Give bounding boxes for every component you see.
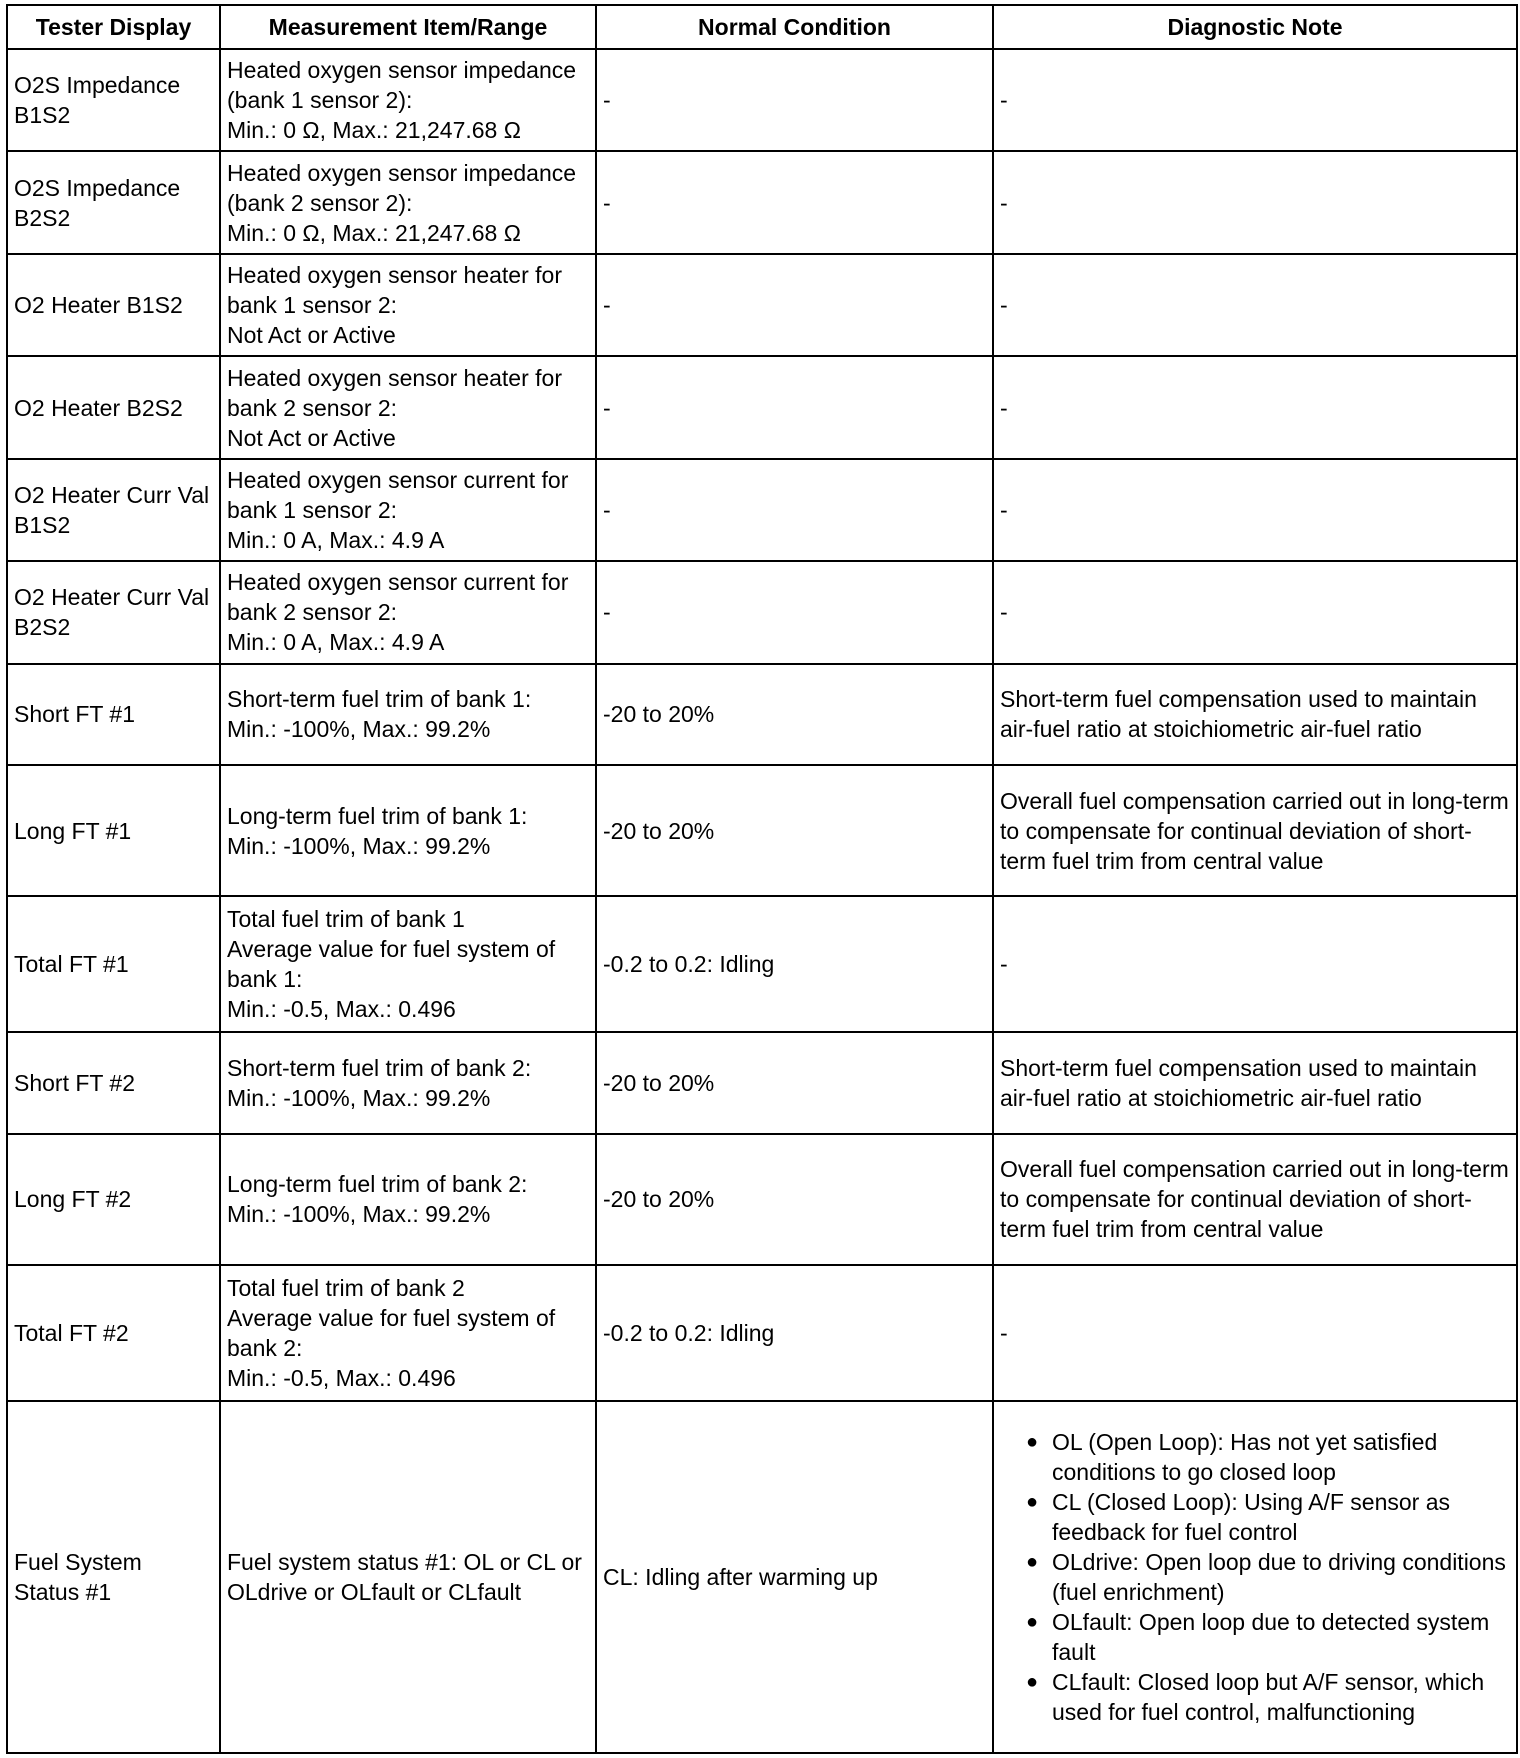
measurement-item-cell: Heated oxygen sensor current for bank 1 sensor 2: Min.: 0 A, Max.: 4.9 A — [220, 459, 596, 561]
measurement-item-cell: Short-term fuel trim of bank 1: Min.: -100%, Max.: 99.2% — [220, 664, 596, 765]
normal-condition-cell: -20 to 20% — [596, 664, 993, 765]
tester-display-cell: Total FT #2 — [7, 1265, 220, 1401]
table-row — [7, 151, 1517, 253]
measurement-item-cell: Total fuel trim of bank 2 Average value for fuel system of bank 2: Min.: -0.5, Max.: 0.496 — [220, 1265, 596, 1401]
table-row — [7, 765, 1517, 896]
table-row — [7, 459, 1517, 561]
table-row — [7, 1134, 1517, 1265]
measurement-item-cell: Heated oxygen sensor heater for bank 2 sensor 2: Not Act or Active — [220, 356, 596, 458]
diagnostic-note-cell — [993, 1401, 1517, 1753]
measurement-item-cell: Total fuel trim of bank 1 Average value for fuel system of bank 1: Min.: -0.5, Max.: 0.496 — [220, 896, 596, 1032]
normal-condition-cell: - — [596, 459, 993, 561]
diagnostic-note-list — [1000, 1427, 1510, 1727]
header-diagnostic-note: Diagnostic Note — [993, 5, 1517, 49]
normal-condition-cell: -20 to 20% — [596, 765, 993, 896]
measurement-item-cell: Long-term fuel trim of bank 2: Min.: -100%, Max.: 99.2% — [220, 1134, 596, 1265]
normal-condition-cell: - — [596, 151, 993, 253]
header-row — [7, 5, 1517, 49]
tester-display-cell: O2 Heater Curr Val B1S2 — [7, 459, 220, 561]
diagnostic-note-cell: - — [993, 896, 1517, 1032]
header-measurement-item: Measurement Item/Range — [220, 5, 596, 49]
diagnostic-note-cell: Short-term fuel compensation used to maintain air-fuel ratio at stoichiometric air-fuel ratio — [993, 1032, 1517, 1133]
table-row — [7, 49, 1517, 151]
table-row — [7, 1032, 1517, 1133]
table-row — [7, 254, 1517, 356]
diagnostic-note-cell: Overall fuel compensation carried out in long-term to compensate for continual deviation of short-term fuel trim from central value — [993, 765, 1517, 896]
diagnostic-note-cell: - — [993, 254, 1517, 356]
normal-condition-cell: -20 to 20% — [596, 1134, 993, 1265]
measurement-item-cell: Long-term fuel trim of bank 1: Min.: -100%, Max.: 99.2% — [220, 765, 596, 896]
normal-condition-cell: - — [596, 356, 993, 458]
measurement-item-cell: Fuel system status #1: OL or CL or OLdrive or OLfault or CLfault — [220, 1401, 596, 1753]
table-body — [7, 49, 1517, 1753]
diagnostic-note-cell: - — [993, 459, 1517, 561]
diagnostic-note-bullet: ● CL (Closed Loop): Using A/F sensor as feedback for fuel control — [1026, 1487, 1510, 1547]
diagnostic-note-bullet: ● OLfault: Open loop due to detected system fault — [1026, 1607, 1510, 1667]
tester-display-cell: Short FT #1 — [7, 664, 220, 765]
table-row — [7, 896, 1517, 1032]
tester-display-cell: O2 Heater B1S2 — [7, 254, 220, 356]
measurement-item-cell: Heated oxygen sensor current for bank 2 sensor 2: Min.: 0 A, Max.: 4.9 A — [220, 561, 596, 663]
diagnostic-note-cell: - — [993, 49, 1517, 151]
normal-condition-cell: - — [596, 49, 993, 151]
table-row — [7, 1265, 1517, 1401]
tester-display-cell: O2S Impedance B2S2 — [7, 151, 220, 253]
measurement-item-cell: Heated oxygen sensor impedance (bank 2 sensor 2): Min.: 0 Ω, Max.: 21,247.68 Ω — [220, 151, 596, 253]
tester-display-cell: O2 Heater B2S2 — [7, 356, 220, 458]
diagnostic-note-cell: Overall fuel compensation carried out in long-term to compensate for continual deviation of short-term fuel trim from central value — [993, 1134, 1517, 1265]
diagnostic-note-bullet: ● OL (Open Loop): Has not yet satisfied conditions to go closed loop — [1026, 1427, 1510, 1487]
tester-display-cell: Total FT #1 — [7, 896, 220, 1032]
tester-display-cell: Long FT #1 — [7, 765, 220, 896]
tester-display-cell: O2 Heater Curr Val B2S2 — [7, 561, 220, 663]
diagnostic-note-cell: - — [993, 356, 1517, 458]
tester-display-cell: Fuel System Status #1 — [7, 1401, 220, 1753]
diagnostic-note-cell: - — [993, 561, 1517, 663]
table-row — [7, 356, 1517, 458]
normal-condition-cell: - — [596, 561, 993, 663]
normal-condition-cell: -20 to 20% — [596, 1032, 993, 1133]
normal-condition-cell: - — [596, 254, 993, 356]
diagnostic-note-bullet: ● CLfault: Closed loop but A/F sensor, which used for fuel control, malfunctioning — [1026, 1667, 1510, 1727]
diagnostic-note-cell: - — [993, 151, 1517, 253]
normal-condition-cell: -0.2 to 0.2: Idling — [596, 1265, 993, 1401]
table-row — [7, 664, 1517, 765]
tester-display-cell: Short FT #2 — [7, 1032, 220, 1133]
table-row — [7, 561, 1517, 663]
measurement-item-cell: Heated oxygen sensor impedance (bank 1 sensor 2): Min.: 0 Ω, Max.: 21,247.68 Ω — [220, 49, 596, 151]
measurement-item-cell: Heated oxygen sensor heater for bank 1 sensor 2: Not Act or Active — [220, 254, 596, 356]
diagnostic-data-table — [6, 4, 1518, 1754]
header-tester-display: Tester Display — [7, 5, 220, 49]
measurement-item-cell: Short-term fuel trim of bank 2: Min.: -100%, Max.: 99.2% — [220, 1032, 596, 1133]
normal-condition-cell: -0.2 to 0.2: Idling — [596, 896, 993, 1032]
diagnostic-note-cell: - — [993, 1265, 1517, 1401]
diagnostic-note-bullet: ● OLdrive: Open loop due to driving conditions (fuel enrichment) — [1026, 1547, 1510, 1607]
tester-display-cell: O2S Impedance B1S2 — [7, 49, 220, 151]
normal-condition-cell: CL: Idling after warming up — [596, 1401, 993, 1753]
diagnostic-note-cell: Short-term fuel compensation used to maintain air-fuel ratio at stoichiometric air-fuel ratio — [993, 664, 1517, 765]
tester-display-cell: Long FT #2 — [7, 1134, 220, 1265]
table-row — [7, 1401, 1517, 1753]
header-normal-condition: Normal Condition — [596, 5, 993, 49]
